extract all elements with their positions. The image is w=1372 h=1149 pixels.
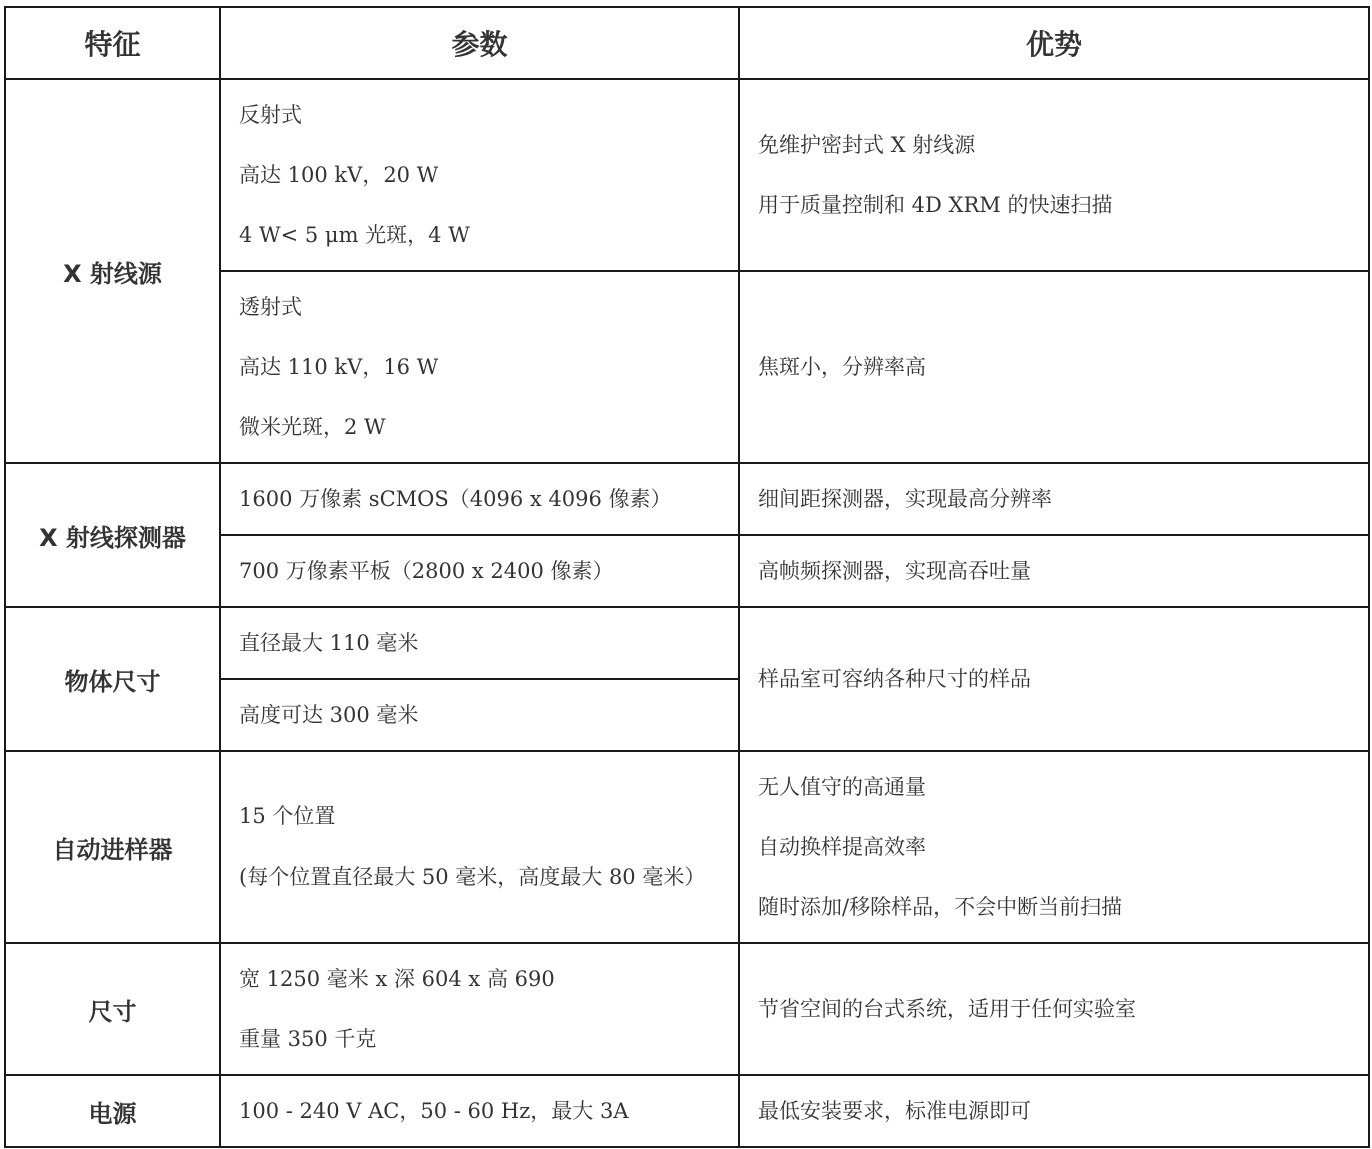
param-cell [220,535,739,607]
param-cell [220,607,739,679]
param-line: 反射式 [239,103,302,127]
advantage-cell [739,943,1369,1075]
advantage-cell [739,271,1369,463]
advantage-cell [739,463,1369,535]
param-line: 直径最大 110 毫米 [239,631,419,655]
table-row [5,463,1369,535]
header-row [5,7,1369,79]
param-line: 高达 100 kV，20 W [239,163,439,187]
advantage-cell [739,751,1369,943]
param-cell [220,79,739,271]
param-line: 重量 350 千克 [239,1027,377,1051]
param-cell [220,1075,739,1147]
advantage-line: 焦斑小，分辨率高 [758,355,926,379]
header-params: 参数 [220,7,739,79]
header-advantages: 优势 [739,7,1369,79]
advantage-cell [739,607,1369,751]
param-line: 100 - 240 V AC，50 - 60 Hz，最大 3A [239,1099,629,1123]
advantage-cell [739,79,1369,271]
advantage-line: 高帧频探测器，实现高吞吐量 [758,559,1031,583]
table-row [5,607,1369,679]
feature-cell: 电源 [5,1075,220,1147]
feature-cell: 物体尺寸 [5,607,220,751]
advantage-line: 最低安装要求，标准电源即可 [758,1099,1031,1123]
param-cell [220,943,739,1075]
param-line: 15 个位置 [239,804,336,828]
table-row [5,943,1369,1075]
advantage-line: 细间距探测器，实现最高分辨率 [758,487,1052,511]
feature-cell: X 射线探测器 [5,463,220,607]
advantage-line: 无人值守的高通量 [758,775,926,799]
advantage-line: 节省空间的台式系统，适用于任何实验室 [758,997,1136,1021]
header-feature: 特征 [5,7,220,79]
feature-cell: 自动进样器 [5,751,220,943]
param-line: (每个位置直径最大 50 毫米，高度最大 80 毫米） [239,865,706,889]
spec-table [4,6,1370,1148]
advantage-line: 免维护密封式 X 射线源 [758,133,976,157]
param-line: 1600 万像素 sCMOS（4096 x 4096 像素） [239,487,672,511]
param-line: 700 万像素平板（2800 x 2400 像素） [239,559,614,583]
advantage-cell [739,535,1369,607]
advantage-line: 样品室可容纳各种尺寸的样品 [758,667,1031,691]
param-line: 高达 110 kV，16 W [239,355,439,379]
param-line: 透射式 [239,295,302,319]
advantage-line: 用于质量控制和 4D XRM 的快速扫描 [758,193,1113,217]
param-cell [220,271,739,463]
param-cell [220,751,739,943]
advantage-cell [739,1075,1369,1147]
param-cell [220,463,739,535]
table-row [5,1075,1369,1147]
table-row [5,79,1369,271]
param-line: 4 W< 5 μm 光斑，4 W [239,223,470,247]
advantage-line: 随时添加/移除样品，不会中断当前扫描 [758,895,1123,919]
param-line: 宽 1250 毫米 x 深 604 x 高 690 [239,967,555,991]
advantage-line: 自动换样提高效率 [758,835,926,859]
param-line: 微米光斑，2 W [239,415,386,439]
param-cell [220,679,739,751]
feature-cell: X 射线源 [5,79,220,463]
feature-cell: 尺寸 [5,943,220,1075]
param-line: 高度可达 300 毫米 [239,703,419,727]
table-row [5,751,1369,943]
